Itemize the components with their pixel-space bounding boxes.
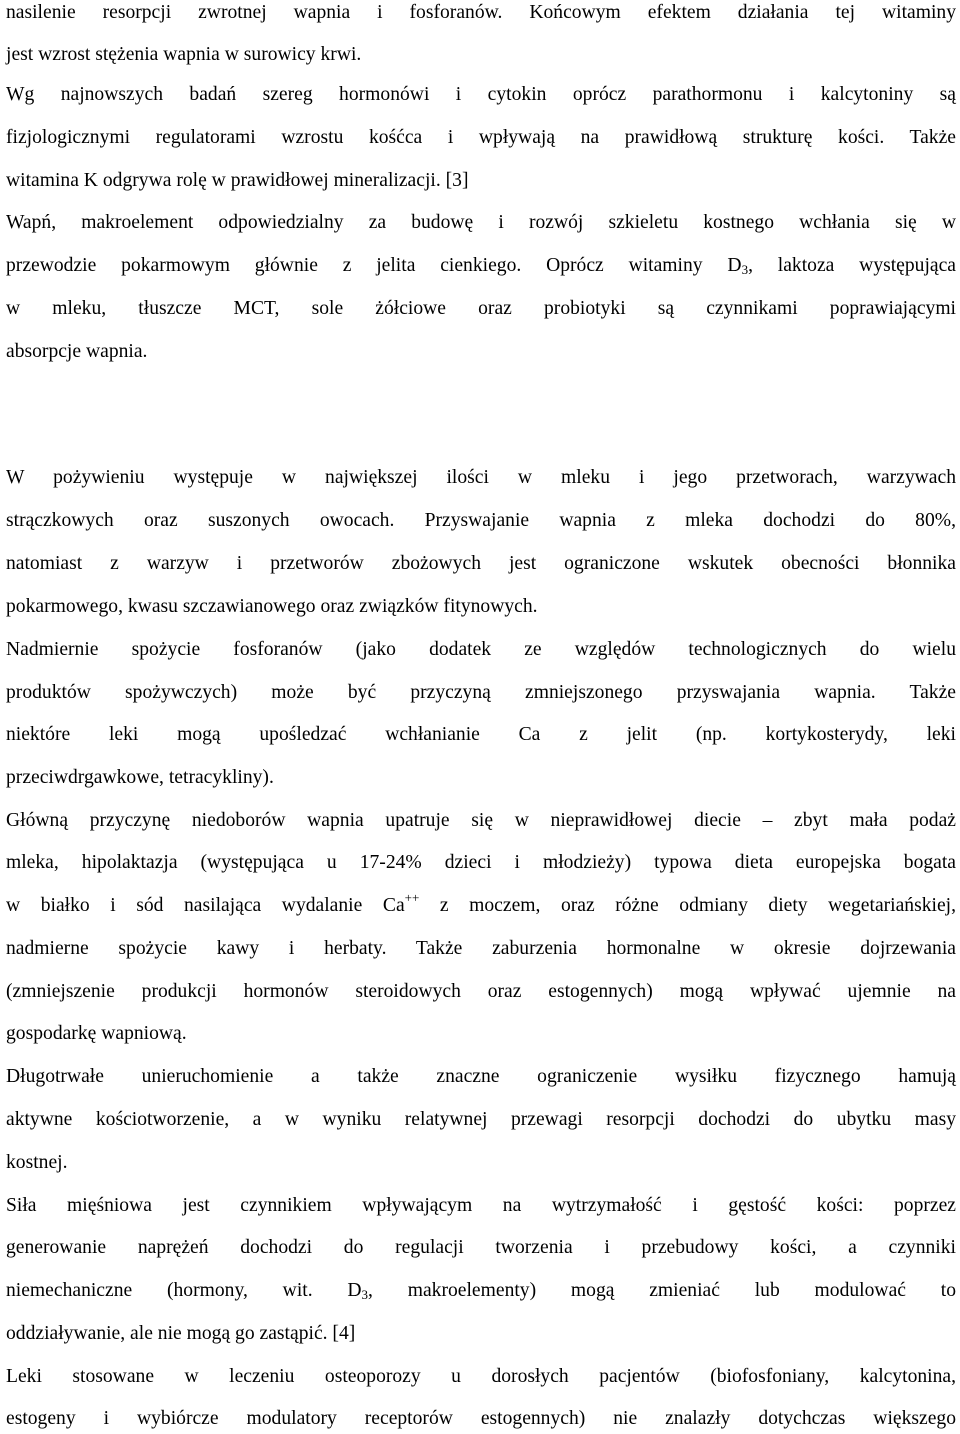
text-run: Długotrwałe unieruchomienie a także znaczne ograniczenie wysiłku fizycznego hamują <box>6 1066 956 1087</box>
text-line <box>6 337 956 367</box>
text-line <box>6 40 956 70</box>
text-run: aktywne kościotworzenie, a w wyniku relatywnej przewagi resorpcji dochodzi do ubytku masy <box>6 1109 956 1130</box>
text-run: przeciwdrgawkowe, tetracykliny). <box>6 767 274 788</box>
text-run: oddziaływanie, ale nie mogą go zastąpić. [4] <box>6 1323 356 1344</box>
text-line <box>6 251 956 281</box>
text-run: mleka, hipolaktazja (występująca u 17-24% dzieci i młodzieży) typowa dieta europejska bogata <box>6 852 956 873</box>
text-line <box>6 1062 956 1092</box>
text-line <box>6 1319 956 1349</box>
text-run: niektóre leki mogą upośledzać wchłanianie Ca z jelit (np. kortykosterydy, leki <box>6 724 956 745</box>
text-run: generowanie naprężeń dochodzi do regulacji tworzenia i przebudowy kości, a czynniki <box>6 1237 956 1258</box>
text-line <box>6 80 956 110</box>
subscript: 3 <box>361 1287 369 1302</box>
text-line <box>6 0 956 28</box>
text-line <box>6 166 956 196</box>
text-line <box>6 294 956 324</box>
text-line <box>6 592 956 622</box>
text-run: , laktoza występująca <box>748 255 957 276</box>
text-line <box>6 1019 956 1049</box>
text-run: kostnej. <box>6 1152 68 1173</box>
text-run: gospodarkę wapniową. <box>6 1023 187 1044</box>
text-run: niemechaniczne (hormony, wit. D <box>6 1280 362 1301</box>
text-run: absorpcje wapnia. <box>6 341 148 362</box>
text-line <box>6 934 956 964</box>
text-run: strączkowych oraz suszonych owocach. Przyswajanie wapnia z mleka dochodzi do 80%, <box>6 510 956 531</box>
text-run: jest wzrost stężenia wapnia w surowicy krwi. <box>6 44 362 65</box>
subscript: 3 <box>741 262 749 277</box>
text-line <box>6 720 956 750</box>
text-line <box>6 635 956 665</box>
text-run: w mleku, tłuszcze MCT, sole żółciowe oraz probiotyki są czynnikami poprawiającymi <box>6 298 956 319</box>
text-run: przewodzie pokarmowym głównie z jelita cienkiego. Oprócz witaminy D <box>6 255 742 276</box>
text-line <box>6 208 956 238</box>
text-line <box>6 1276 956 1306</box>
text-line <box>6 1362 956 1392</box>
text-line <box>6 1233 956 1263</box>
text-run: produktów spożywczych) może być przyczyną zmniejszonego przyswajania wapnia. Także <box>6 682 956 703</box>
text-run: fizjologicznymi regulatorami wzrostu kośćca i wpływają na prawidłową strukturę kości. Także <box>6 127 956 148</box>
text-line <box>6 977 956 1007</box>
text-line <box>6 763 956 793</box>
text-line <box>6 806 956 836</box>
text-run: nadmierne spożycie kawy i herbaty. Także zaburzenia hormonalne w okresie dojrzewania <box>6 938 956 959</box>
text-run: Nadmiernie spożycie fosforanów (jako dodatek ze względów technologicznych do wielu <box>6 639 956 660</box>
text-run: pokarmowego, kwasu szczawianowego oraz związków fitynowych. <box>6 596 538 617</box>
text-run: Wg najnowszych badań szereg hormonówi i cytokin oprócz parathormonu i kalcytoniny są <box>6 84 956 105</box>
text-line <box>6 1191 956 1221</box>
text-line <box>6 848 956 878</box>
text-line <box>6 463 956 493</box>
text-run: w białko i sód nasilająca wydalanie Ca <box>6 895 405 916</box>
text-run: Leki stosowane w leczeniu osteoporozy u dorosłych pacjentów (biofosfoniany, kalcytonina, <box>6 1366 956 1387</box>
text-run: Główną przyczynę niedoborów wapnia upatruje się w nieprawidłowej diecie – zbyt mała podaż <box>6 810 956 831</box>
text-line <box>6 1105 956 1135</box>
text-run: W pożywieniu występuje w największej ilości w mleku i jego przetworach, warzywach <box>6 467 956 488</box>
text-run: natomiast z warzyw i przetworów zbożowych jest ograniczone wskutek obecności błonnika <box>6 553 956 574</box>
text-line <box>6 1148 956 1178</box>
text-run: estogeny i wybiórcze modulatory receptorów estogennych) nie znalazły dotychczas większego <box>6 1408 956 1429</box>
text-line <box>6 123 956 153</box>
text-line <box>6 506 956 536</box>
text-line <box>6 549 956 579</box>
text-run: witamina K odgrywa rolę w prawidłowej mineralizacji. [3] <box>6 170 469 191</box>
text-run: (zmniejszenie produkcji hormonów steroidowych oraz estogennych) mogą wpływać ujemnie na <box>6 981 956 1002</box>
text-run: nasilenie resorpcji zwrotnej wapnia i fosforanów. Końcowym efektem działania tej witaminy <box>6 2 956 23</box>
text-run: Siła mięśniowa jest czynnikiem wpływającym na wytrzymałość i gęstość kości: poprzez <box>6 1195 956 1216</box>
text-line <box>6 891 956 921</box>
text-run: Wapń, makroelement odpowiedzialny za budowę i rozwój szkieletu kostnego wchłania się w <box>6 212 956 233</box>
text-run: z moczem, oraz różne odmiany diety wegetariańskiej, <box>419 895 957 916</box>
superscript: ++ <box>404 890 420 905</box>
text-line <box>6 678 956 708</box>
text-run: , makroelementy) mogą zmieniać lub modulować to <box>368 1280 956 1301</box>
